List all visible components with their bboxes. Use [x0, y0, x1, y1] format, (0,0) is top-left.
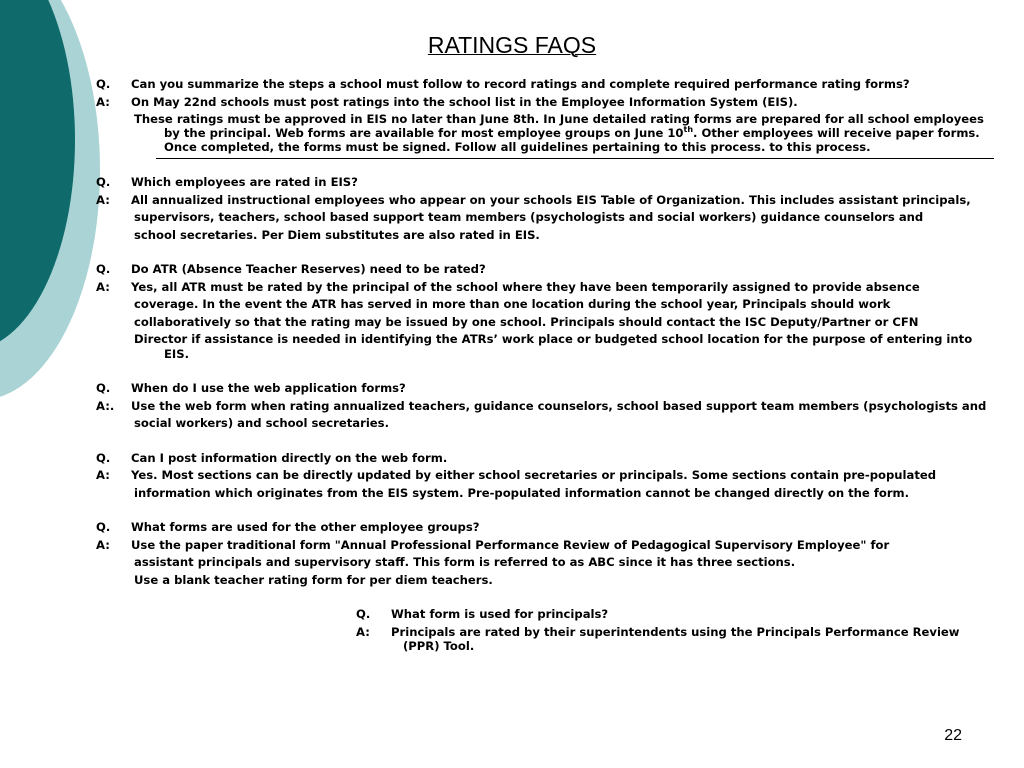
faq-item-4 [96, 381, 991, 431]
divider-rule [156, 154, 994, 159]
answer-text: Yes. Most sections can be directly updated by either school secretaries or principals. Some sections contain pre-populated [131, 468, 937, 482]
answer-line: A: Yes. Most sections can be directly updated by either school secretaries or principals. Some sections contain pre-populated [96, 468, 937, 482]
answer-text: Yes, all ATR must be rated by the principal of the school where they have been temporarily assigned to provide absence [131, 279, 920, 294]
answer-text: All annualized instructional employees who appear on your schools EIS Table of Organization. This includes assistant principals, [131, 192, 971, 207]
faq-item-1 [96, 77, 991, 159]
answer-line: A: Yes, all ATR must be rated by the principal of the school where they have been temporarily assigned to provide absence [96, 279, 920, 294]
faq-item-5 [96, 451, 991, 501]
answer-text: Use the web form when rating annualized teachers, guidance counselors, school based support team members (psychologists and [131, 398, 987, 413]
question-text: Which employees are rated in EIS? [131, 175, 358, 189]
answer-line: A: All annualized instructional employees who appear on your schools EIS Table of Organization. This includes assistant principals, [96, 192, 971, 207]
answer-continuation: collaboratively so that the rating may be issued by one school. Principals should contact the ISC Deputy/Partner or CFN [134, 314, 919, 329]
faq-item-3 [96, 262, 991, 361]
faq-item-2 [96, 175, 991, 242]
faq-item-7 [356, 607, 990, 654]
answer-line: A: Principals are rated by their superintendents using the Principals Performance Review (PPR) Tool. [356, 624, 960, 653]
question-text: What forms are used for the other employee groups? [131, 520, 480, 534]
question-text: What form is used for principals? [391, 607, 609, 621]
answer-continuation: social workers) and school secretaries. [134, 416, 389, 430]
question-text: When do I use the web application forms? [131, 381, 406, 395]
question-line: Q. Can you summarize the steps a school must follow to record ratings and complete required performance rating forms? [96, 77, 910, 91]
answer-line: A:. Use the web form when rating annualized teachers, guidance counselors, school based support team members (psychologists and [96, 398, 987, 413]
answer-text: Principals are rated by their superintendents using the Principals Performance Review (PPR) Tool. [391, 624, 960, 653]
answer-continuation: information which originates from the EIS system. Pre-populated information cannot be changed directly on the form. [134, 485, 910, 500]
answer-line: A: Use the paper traditional form "Annual Professional Performance Review of Pedagogical Supervisory Employee" for [96, 537, 890, 552]
faq-content [96, 77, 991, 674]
answer-text: On May 22nd schools must post ratings into the school list in the Employee Information System (EIS). [131, 94, 798, 109]
question-line: Q. Which employees are rated in EIS? [96, 175, 358, 189]
answer-continuation: Director if assistance is needed in identifying the ATRs’ work place or budgeted school location for the purpose of entering into EIS. [134, 332, 973, 361]
question-text: Can I post information directly on the web form. [131, 450, 448, 465]
question-line: Q. Do ATR (Absence Teacher Reserves) need to be rated? [96, 262, 486, 276]
question-line: Q. What forms are used for the other employee groups? [96, 520, 480, 534]
question-line: Q. What form is used for principals? [356, 607, 609, 621]
answer-text: Use the paper traditional form "Annual Professional Performance Review of Pedagogical Supervisory Employee" for [131, 537, 890, 552]
question-line: Q. When do I use the web application forms? [96, 381, 406, 395]
answer-continuation: These ratings must be approved in EIS no later than June 8th. In June detailed rating forms are prepared for all school employees by the principal. Web forms are available for most employee groups on June 10th. Other employees will receive paper forms. Once completed, the forms must be signed. Follow all guidelines pertaining to this process. to this process. [134, 112, 984, 154]
question-line: Q. Can I post information directly on the web form. [96, 450, 448, 465]
answer-continuation: supervisors, teachers, school based support team members (psychologists and social workers) guidance counselors and [134, 210, 924, 224]
answer-continuation: coverage. In the event the ATR has served in more than one location during the school year, Principals should work [134, 297, 891, 311]
faq-item-6 [96, 520, 991, 587]
question-text: Do ATR (Absence Teacher Reserves) need to be rated? [131, 262, 486, 276]
page-number: 22 [944, 727, 962, 744]
slide-title: RATINGS FAQS [427, 32, 597, 58]
question-text: Can you summarize the steps a school must follow to record ratings and complete required performance rating forms? [131, 77, 910, 91]
answer-continuation: assistant principals and supervisory staff. This form is referred to as ABC since it has three sections. [134, 555, 796, 569]
answer-continuation: Use a blank teacher rating form for per diem teachers. [134, 572, 493, 587]
answer-continuation: school secretaries. Per Diem substitutes are also rated in EIS. [134, 227, 540, 242]
answer-line: A: On May 22nd schools must post ratings into the school list in the Employee Information System (EIS). [96, 94, 798, 109]
